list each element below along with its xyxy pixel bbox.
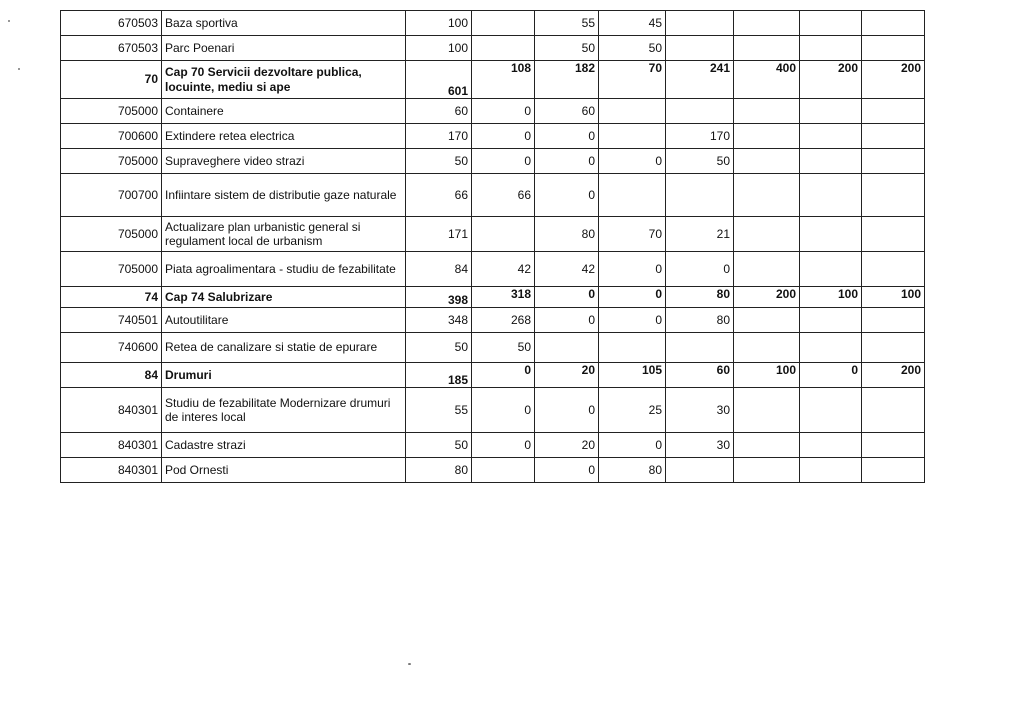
table-row: [61, 388, 925, 433]
row-value: 105: [599, 363, 666, 388]
scan-speck: [8, 20, 10, 22]
row-value: [800, 11, 862, 36]
row-name: Pod Ornesti: [162, 458, 406, 483]
row-value: 200: [862, 61, 925, 99]
row-value: 0: [599, 252, 666, 287]
row-value: 45: [599, 11, 666, 36]
row-value: 200: [862, 363, 925, 388]
row-value: 20: [535, 363, 599, 388]
row-value: 0: [599, 149, 666, 174]
row-value: 66: [406, 174, 472, 217]
row-value: 318: [472, 287, 535, 308]
row-value: 0: [472, 363, 535, 388]
row-value: [472, 36, 535, 61]
row-value: 50: [406, 333, 472, 363]
row-value: [800, 333, 862, 363]
row-value: 0: [472, 388, 535, 433]
row-value: 0: [535, 388, 599, 433]
row-value: [666, 333, 734, 363]
table-row: [61, 149, 925, 174]
row-value: [800, 36, 862, 61]
row-value: 80: [666, 308, 734, 333]
row-value: 70: [599, 217, 666, 252]
table-row: [61, 61, 925, 99]
row-code: 705000: [61, 252, 162, 287]
row-value: 170: [666, 124, 734, 149]
row-value: 0: [472, 149, 535, 174]
row-name: Studiu de fezabilitate Modernizare drumuri de interes local: [162, 388, 406, 433]
row-name: Cadastre strazi: [162, 433, 406, 458]
row-value: 60: [666, 363, 734, 388]
row-value: 55: [406, 388, 472, 433]
table-row: [61, 458, 925, 483]
row-name: Containere: [162, 99, 406, 124]
row-value: 185: [406, 363, 472, 388]
row-value: [734, 149, 800, 174]
row-value: [599, 333, 666, 363]
row-value: [472, 11, 535, 36]
row-value: 0: [599, 308, 666, 333]
row-value: 60: [406, 99, 472, 124]
row-value: 348: [406, 308, 472, 333]
row-value: [734, 11, 800, 36]
row-code: 670503: [61, 36, 162, 61]
row-code: 740501: [61, 308, 162, 333]
row-value: 70: [599, 61, 666, 99]
row-code: 74: [61, 287, 162, 308]
row-value: [862, 99, 925, 124]
row-value: 0: [535, 287, 599, 308]
table-row: [61, 308, 925, 333]
row-name: Piata agroalimentara - studiu de fezabilitate: [162, 252, 406, 287]
row-value: 170: [406, 124, 472, 149]
row-code: 84: [61, 363, 162, 388]
row-value: [800, 217, 862, 252]
table-row: [61, 11, 925, 36]
table-row: [61, 252, 925, 287]
row-value: [800, 174, 862, 217]
row-value: 25: [599, 388, 666, 433]
row-value: [862, 36, 925, 61]
row-value: 0: [472, 99, 535, 124]
row-value: [734, 333, 800, 363]
scan-speck: [18, 68, 20, 70]
row-name: Baza sportiva: [162, 11, 406, 36]
table-row: [61, 333, 925, 363]
row-value: 268: [472, 308, 535, 333]
row-name: Retea de canalizare si statie de epurare: [162, 333, 406, 363]
scan-speck: [408, 663, 411, 665]
row-value: 60: [535, 99, 599, 124]
row-name: Infiintare sistem de distributie gaze naturale: [162, 174, 406, 217]
row-value: 50: [472, 333, 535, 363]
row-value: [734, 99, 800, 124]
row-value: [599, 99, 666, 124]
row-value: 400: [734, 61, 800, 99]
row-value: [734, 458, 800, 483]
table-row: [61, 287, 925, 308]
table-row: [61, 99, 925, 124]
row-value: 100: [800, 287, 862, 308]
row-value: 100: [734, 363, 800, 388]
row-value: [734, 388, 800, 433]
row-value: 21: [666, 217, 734, 252]
row-code: 700600: [61, 124, 162, 149]
row-value: 100: [862, 287, 925, 308]
row-value: 50: [666, 149, 734, 174]
table-row: [61, 36, 925, 61]
row-value: [666, 36, 734, 61]
row-value: 0: [599, 433, 666, 458]
row-value: [535, 333, 599, 363]
row-value: [734, 174, 800, 217]
row-value: [800, 433, 862, 458]
row-value: [862, 458, 925, 483]
row-value: 55: [535, 11, 599, 36]
row-value: 398: [406, 287, 472, 308]
budget-table-body: [61, 11, 925, 483]
row-value: [862, 433, 925, 458]
row-value: 200: [800, 61, 862, 99]
row-name: Cap 70 Servicii dezvoltare publica, locuinte, mediu si ape: [162, 61, 406, 99]
row-value: 80: [666, 287, 734, 308]
row-value: [800, 252, 862, 287]
row-value: 0: [472, 433, 535, 458]
row-value: 0: [535, 458, 599, 483]
row-value: 66: [472, 174, 535, 217]
row-value: 100: [406, 11, 472, 36]
row-value: [800, 99, 862, 124]
row-value: 100: [406, 36, 472, 61]
row-value: 50: [535, 36, 599, 61]
row-value: [862, 149, 925, 174]
row-value: [800, 124, 862, 149]
row-value: [734, 124, 800, 149]
row-value: [862, 388, 925, 433]
row-value: 182: [535, 61, 599, 99]
row-value: [666, 458, 734, 483]
table-row: [61, 174, 925, 217]
row-value: 108: [472, 61, 535, 99]
row-value: [862, 124, 925, 149]
table-row: [61, 217, 925, 252]
row-value: 84: [406, 252, 472, 287]
row-value: [734, 308, 800, 333]
table-row: [61, 124, 925, 149]
row-name: Cap 74 Salubrizare: [162, 287, 406, 308]
row-value: [862, 308, 925, 333]
row-value: [666, 11, 734, 36]
row-name: Actualizare plan urbanistic general si regulament local de urbanism: [162, 217, 406, 252]
row-code: 740600: [61, 333, 162, 363]
row-value: [666, 99, 734, 124]
row-value: 241: [666, 61, 734, 99]
row-value: 50: [406, 149, 472, 174]
row-name: Supraveghere video strazi: [162, 149, 406, 174]
table-row: [61, 363, 925, 388]
row-code: 705000: [61, 217, 162, 252]
row-value: 80: [599, 458, 666, 483]
row-value: 601: [406, 61, 472, 99]
row-value: [862, 174, 925, 217]
row-value: 0: [535, 174, 599, 217]
row-value: 80: [535, 217, 599, 252]
row-value: 42: [535, 252, 599, 287]
row-value: 30: [666, 433, 734, 458]
row-value: [862, 252, 925, 287]
row-value: 80: [406, 458, 472, 483]
row-code: 700700: [61, 174, 162, 217]
row-value: [800, 149, 862, 174]
budget-table: [60, 10, 925, 483]
row-name: Parc Poenari: [162, 36, 406, 61]
row-value: [472, 458, 535, 483]
row-value: 0: [666, 252, 734, 287]
row-code: 840301: [61, 388, 162, 433]
row-value: [734, 217, 800, 252]
row-name: Drumuri: [162, 363, 406, 388]
row-name: Autoutilitare: [162, 308, 406, 333]
row-value: [862, 217, 925, 252]
row-code: 705000: [61, 149, 162, 174]
row-value: 0: [535, 308, 599, 333]
row-value: [734, 433, 800, 458]
row-value: 171: [406, 217, 472, 252]
row-value: [666, 174, 734, 217]
row-value: [800, 308, 862, 333]
row-value: 30: [666, 388, 734, 433]
row-value: 20: [535, 433, 599, 458]
row-value: 0: [599, 287, 666, 308]
row-value: [734, 252, 800, 287]
row-value: [800, 388, 862, 433]
row-value: [800, 458, 862, 483]
row-value: [734, 36, 800, 61]
row-value: [472, 217, 535, 252]
row-value: [862, 11, 925, 36]
row-value: 0: [535, 149, 599, 174]
row-value: 42: [472, 252, 535, 287]
row-value: 200: [734, 287, 800, 308]
row-name: Extindere retea electrica: [162, 124, 406, 149]
row-value: 0: [472, 124, 535, 149]
table-row: [61, 433, 925, 458]
row-value: 0: [800, 363, 862, 388]
row-value: 50: [406, 433, 472, 458]
row-code: 70: [61, 61, 162, 99]
row-code: 670503: [61, 11, 162, 36]
row-value: [599, 174, 666, 217]
row-code: 840301: [61, 433, 162, 458]
row-code: 840301: [61, 458, 162, 483]
row-value: [862, 333, 925, 363]
row-value: 0: [535, 124, 599, 149]
row-value: 50: [599, 36, 666, 61]
row-code: 705000: [61, 99, 162, 124]
row-value: [599, 124, 666, 149]
